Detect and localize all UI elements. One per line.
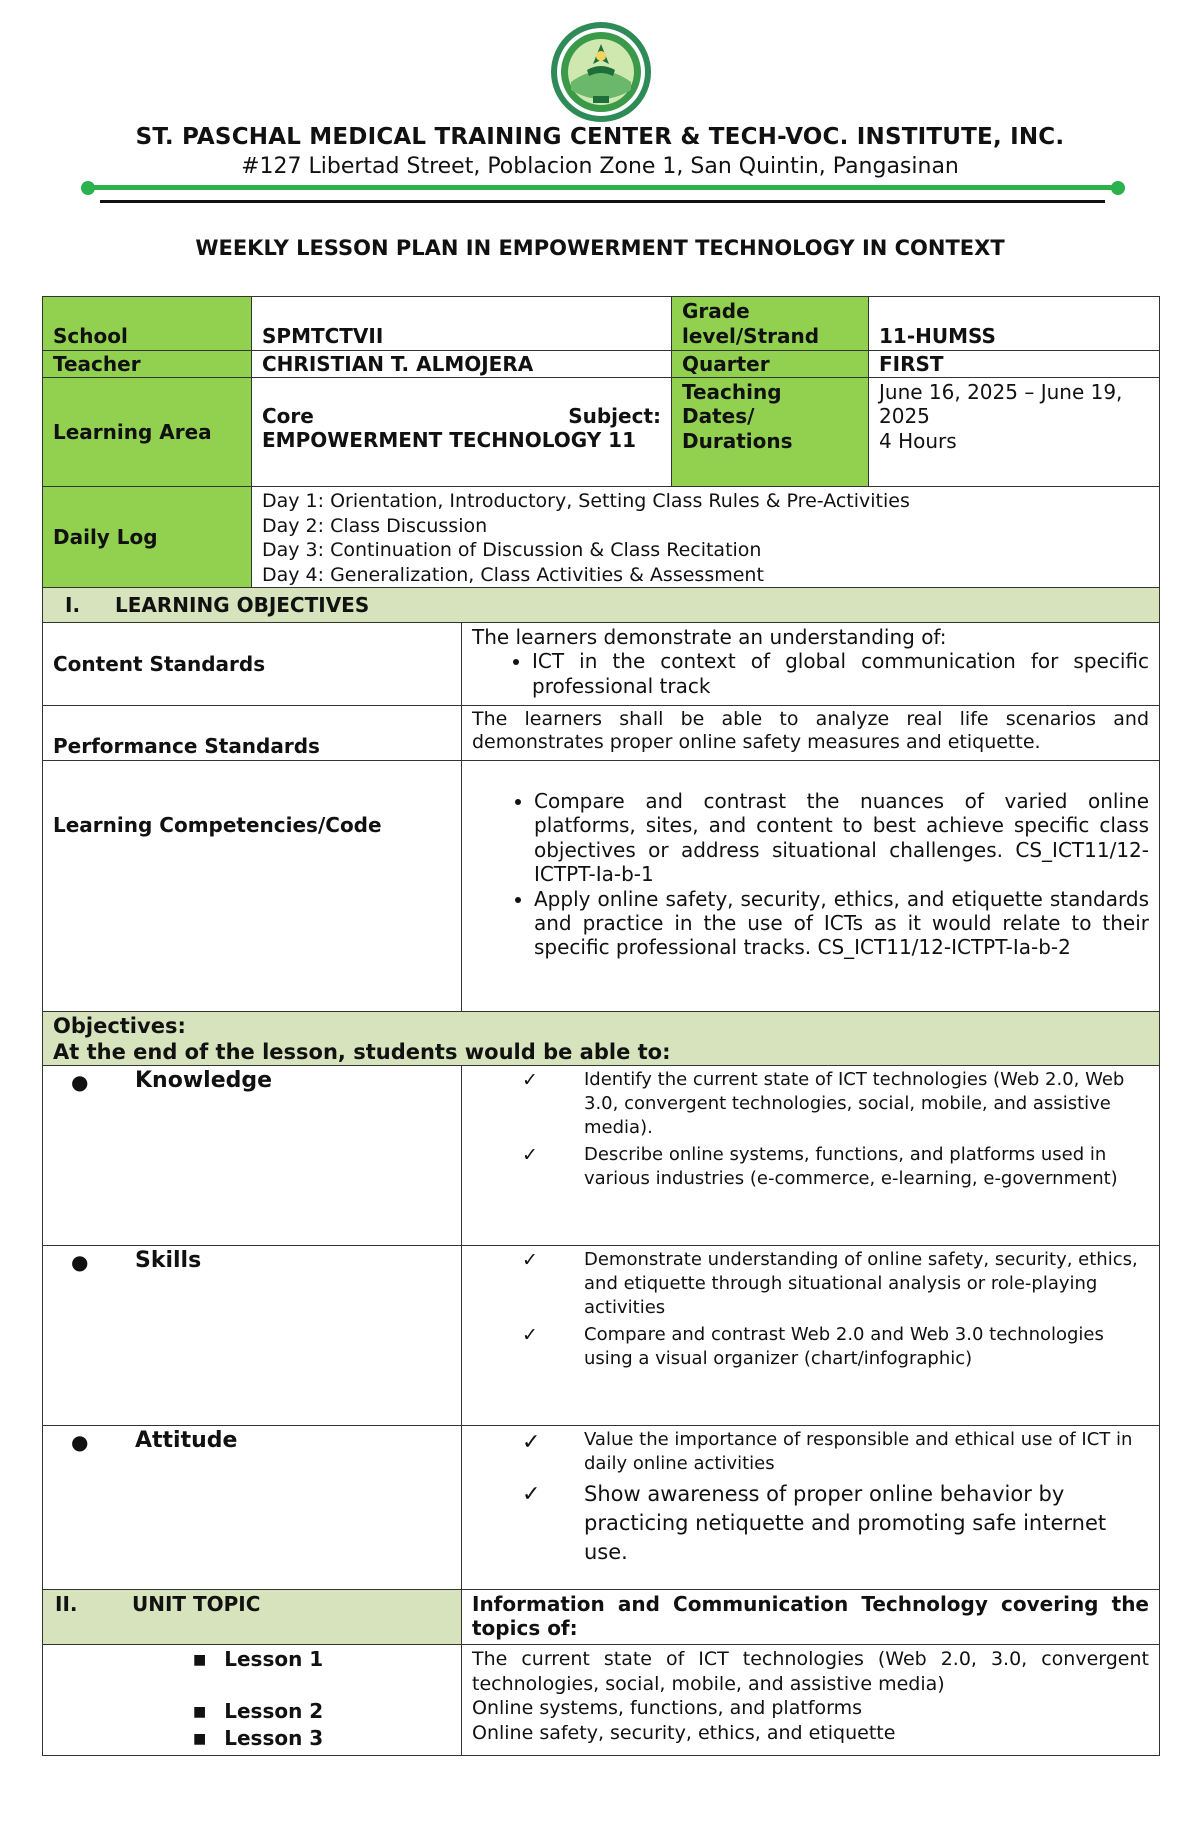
school-label: School	[42, 296, 252, 351]
learning-competencies-label: Learning Competencies/Code	[42, 760, 462, 1012]
grade-value: 11-HUMSS	[868, 296, 1160, 351]
competency-item: • Compare and contrast the nuances of varied online platforms, sites, and content to best achieve specific class objectives or address situational challenges. CS_ICT11/12-ICTPT-Ia-b-1	[534, 789, 1149, 887]
domain-knowledge	[42, 1065, 462, 1246]
lesson-label-row	[193, 1647, 451, 1699]
teacher-label: Teacher	[42, 350, 252, 378]
objective-item	[472, 1143, 1149, 1191]
objective-text: Identify the current state of ICT technologies (Web 2.0, Web 3.0, convergent technologies, social, mobile, and assistive media).	[584, 1069, 1125, 1138]
area-subject: EMPOWERMENT TECHNOLOGY 11	[262, 428, 637, 453]
domain-skills-label: Skills	[135, 1248, 202, 1273]
objective-text: Compare and contrast Web 2.0 and Web 3.0 technologies using a visual organizer (chart/infographic)	[584, 1324, 1104, 1369]
lesson-label: Lesson 1	[224, 1647, 324, 1671]
school-seal-icon	[549, 20, 653, 124]
bullet-icon: ●	[71, 1070, 89, 1094]
domain-skills	[42, 1245, 462, 1426]
objectives-subtitle: At the end of the lesson, students would be able to:	[53, 1039, 671, 1064]
objective-text: Describe online systems, functions, and platforms used in various industries (e-commerce, e-learning, e-government)	[584, 1144, 1118, 1189]
learning-competencies-list	[461, 760, 1160, 1012]
content-standards-bullet: • ICT in the context of global communication for specific professional track	[532, 649, 1149, 698]
dates-value: June 16, 2025 – June 19, 2025	[879, 380, 1123, 429]
grade-label: Grade level/Strand	[671, 296, 869, 351]
square-bullet-icon: ■	[193, 1651, 207, 1668]
domain-skills-items	[461, 1245, 1160, 1426]
objective-item	[472, 1428, 1149, 1476]
area-core: Core	[262, 404, 314, 428]
lesson-plan-table	[42, 296, 1160, 1756]
learning-area-label: Learning Area	[42, 377, 252, 487]
lesson-topic: The current state of ICT technologies (Web 2.0, 3.0, convergent technologies, social, mobile, and assistive media)	[472, 1648, 1149, 1695]
daily-log-day: Day 3: Continuation of Discussion & Class Recitation	[262, 539, 762, 562]
square-bullet-icon: ■	[193, 1703, 207, 1720]
objective-text: Value the importance of responsible and ethical use of ICT in daily online activities	[584, 1429, 1133, 1474]
daily-log-day: Day 2: Class Discussion	[262, 514, 488, 537]
duration-value: 4 Hours	[879, 428, 957, 453]
objective-item	[472, 1323, 1149, 1371]
square-bullet-icon: ■	[193, 1730, 207, 1747]
check-icon: ✓	[522, 1069, 538, 1091]
lesson-labels	[42, 1644, 462, 1756]
objective-item	[472, 1480, 1149, 1568]
check-icon: ✓	[522, 1430, 541, 1455]
school-value: SPMTCTVII	[251, 296, 672, 351]
objectives-heading	[42, 1011, 1160, 1066]
daily-log-label: Daily Log	[42, 486, 252, 588]
divider-dot-left	[81, 181, 95, 195]
domain-attitude	[42, 1425, 462, 1590]
quarter-value: FIRST	[868, 350, 1160, 378]
domain-attitude-label: Attitude	[135, 1428, 238, 1453]
objective-text: Demonstrate understanding of online safety, security, ethics, and etiquette through situational analysis or role-playing activities	[584, 1249, 1138, 1318]
section-number: II.	[55, 1592, 78, 1616]
area-subject-label: Subject:	[568, 404, 661, 428]
teacher-value: CHRISTIAN T. ALMOJERA	[251, 350, 672, 378]
domain-knowledge-label: Knowledge	[135, 1068, 273, 1093]
daily-log-days	[251, 486, 1160, 588]
institution-address: #127 Libertad Street, Poblacion Zone 1, San Quintin, Pangasinan	[241, 154, 959, 179]
learning-area-value	[251, 377, 672, 487]
lesson-label: Lesson 3	[224, 1726, 324, 1750]
check-icon: ✓	[522, 1481, 541, 1507]
content-standards-label: Content Standards	[42, 622, 462, 706]
lesson-topic: Online safety, security, ethics, and etiquette	[472, 1722, 896, 1745]
quarter-label: Quarter	[671, 350, 869, 378]
section-unit-topic	[42, 1589, 462, 1645]
domain-attitude-items	[461, 1425, 1160, 1590]
header-rule	[100, 200, 1105, 203]
section-title: LEARNING OBJECTIVES	[115, 592, 370, 617]
check-icon: ✓	[522, 1249, 538, 1271]
check-icon: ✓	[522, 1144, 538, 1167]
objectives-title: Objectives:	[53, 1014, 186, 1038]
performance-standards-label: Performance Standards	[42, 705, 462, 761]
lesson-label: Lesson 2	[224, 1699, 324, 1723]
content-standards-intro: The learners demonstrate an understanding of:	[472, 625, 947, 649]
lesson-topic: Online systems, functions, and platforms	[472, 1697, 863, 1720]
bullet-icon: ●	[71, 1430, 89, 1454]
teaching-dates-label: Teaching Dates/ Durations	[671, 377, 869, 487]
section-title: UNIT TOPIC	[131, 1592, 261, 1616]
section-learning-objectives	[42, 587, 1160, 623]
check-icon: ✓	[522, 1324, 538, 1347]
teaching-dates-value	[868, 377, 1160, 487]
document-title: WEEKLY LESSON PLAN IN EMPOWERMENT TECHNOLOGY IN CONTEXT	[195, 236, 1005, 260]
bullet-icon: ●	[71, 1250, 89, 1274]
section-number: I.	[65, 592, 81, 617]
domain-knowledge-items	[461, 1065, 1160, 1246]
content-standards-text	[461, 622, 1160, 706]
objective-item	[472, 1248, 1149, 1319]
institution-name: ST. PASCHAL MEDICAL TRAINING CENTER & TECH-VOC. INSTITUTE, INC.	[135, 124, 1065, 150]
divider-dot-right	[1111, 181, 1125, 195]
objective-item	[472, 1068, 1149, 1139]
lesson-label-row	[193, 1726, 451, 1750]
lesson-topics	[461, 1644, 1160, 1756]
header-divider	[88, 185, 1118, 190]
unit-topic-heading: Information and Communication Technology covering the topics of:	[461, 1589, 1160, 1645]
daily-log-day: Day 4: Generalization, Class Activities & Assessment	[262, 564, 764, 587]
lesson-label-row	[193, 1699, 451, 1726]
daily-log-day: Day 1: Orientation, Introductory, Setting Class Rules & Pre-Activities	[262, 490, 910, 512]
performance-standards-text: The learners shall be able to analyze real life scenarios and demonstrates proper online safety measures and etiquette.	[461, 705, 1160, 761]
objective-text: Show awareness of proper online behavior by practicing netiquette and promoting safe internet use.	[584, 1481, 1107, 1565]
competency-item: • Apply online safety, security, ethics, and etiquette standards and practice in the use of ICTs as it would relate to their specific professional tracks. CS_ICT11/12-ICTPT-Ia-b-2	[534, 887, 1149, 960]
